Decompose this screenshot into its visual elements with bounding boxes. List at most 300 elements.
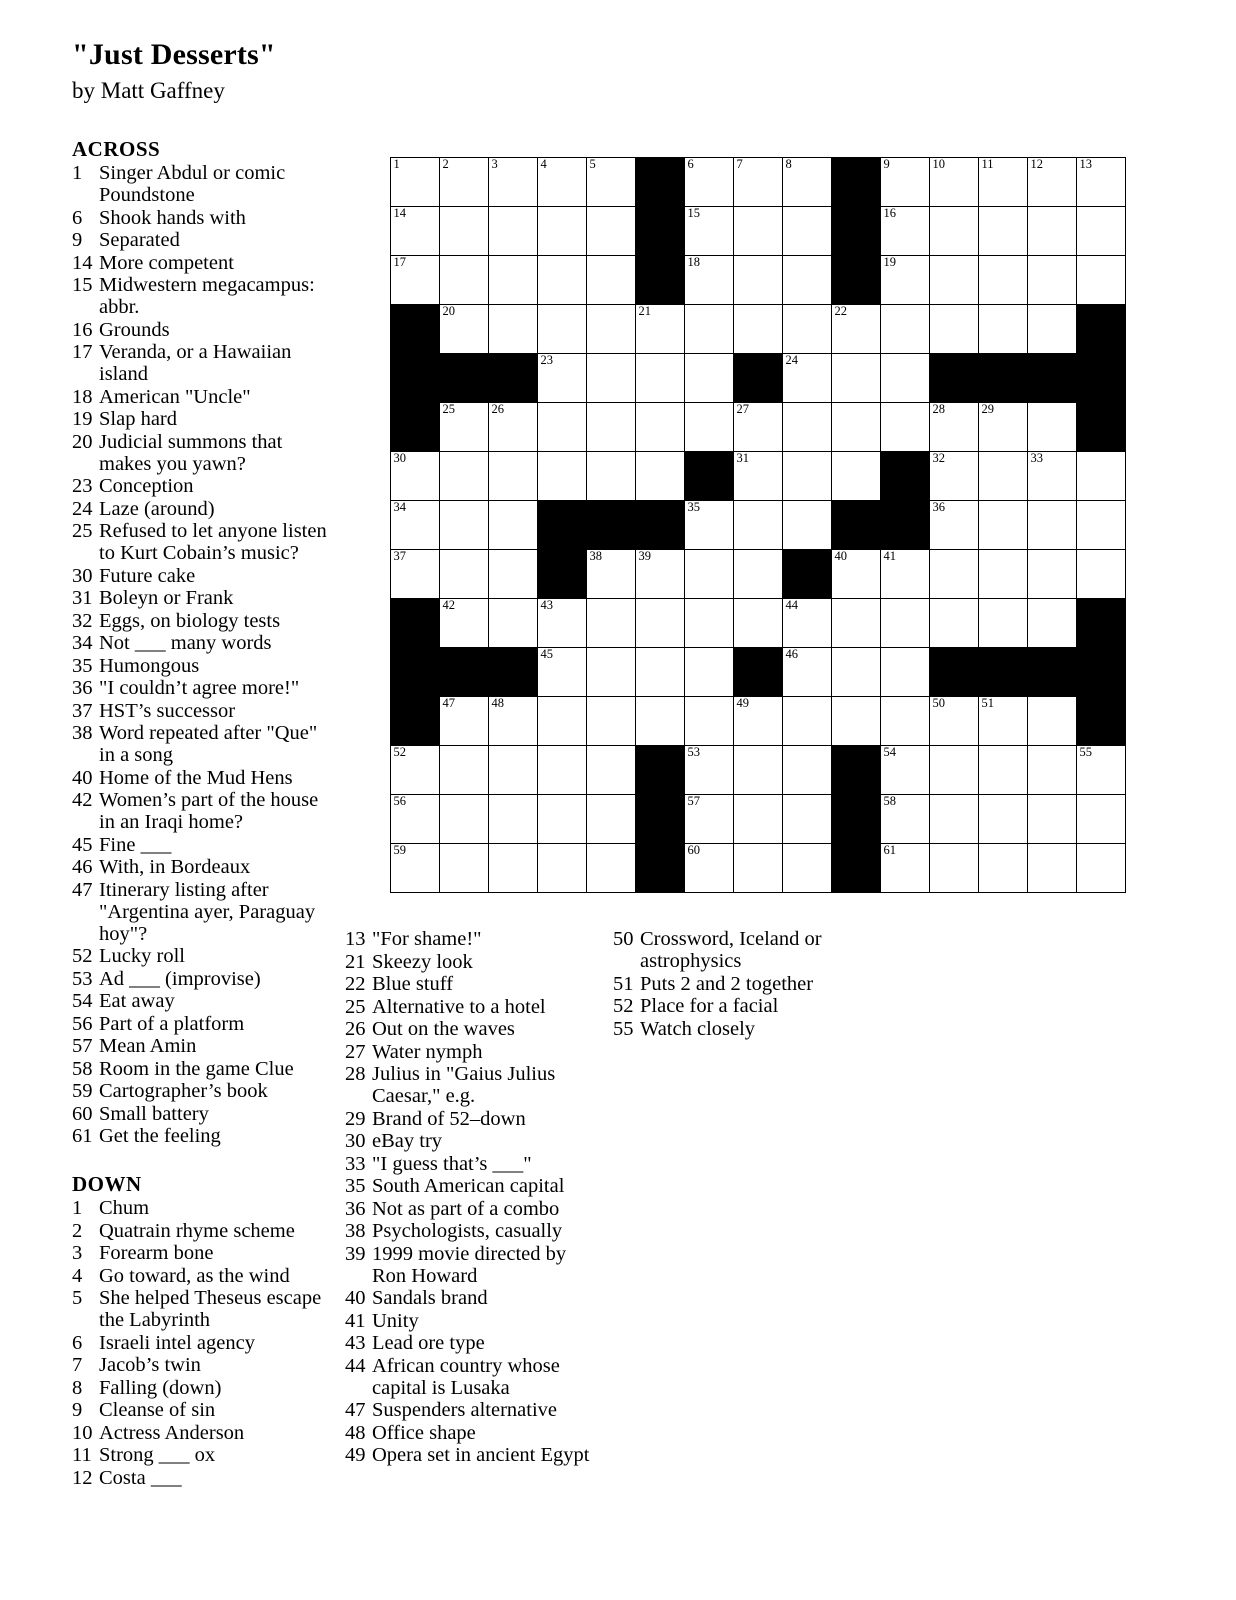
grid-cell[interactable] bbox=[979, 599, 1028, 648]
clue-item bbox=[345, 1063, 595, 1107]
clue-item bbox=[72, 1220, 327, 1242]
grid-block-cell bbox=[930, 354, 979, 403]
grid-cell[interactable] bbox=[979, 844, 1028, 893]
grid-cell[interactable] bbox=[1077, 746, 1126, 795]
grid-cell[interactable] bbox=[685, 648, 734, 697]
grid-row bbox=[391, 550, 1126, 599]
grid-cell[interactable] bbox=[391, 550, 440, 599]
grid-cell[interactable] bbox=[1028, 256, 1077, 305]
grid-cell[interactable] bbox=[685, 746, 734, 795]
grid-cell[interactable] bbox=[440, 403, 489, 452]
grid-cell[interactable] bbox=[881, 697, 930, 746]
grid-cell[interactable] bbox=[440, 207, 489, 256]
grid-cell[interactable] bbox=[587, 305, 636, 354]
grid-cell[interactable] bbox=[930, 795, 979, 844]
clue-text: Slap hard bbox=[99, 408, 177, 430]
clue-item bbox=[72, 1377, 327, 1399]
grid-cell-number: 24 bbox=[785, 353, 798, 367]
grid-cell[interactable] bbox=[587, 795, 636, 844]
grid-cell[interactable] bbox=[440, 844, 489, 893]
down-clue-list-part3 bbox=[613, 928, 863, 1040]
grid-cell[interactable] bbox=[587, 550, 636, 599]
clue-number: 60 bbox=[72, 1102, 93, 1125]
clue-number: 33 bbox=[345, 1152, 366, 1175]
grid-block-cell bbox=[979, 648, 1028, 697]
grid-cell[interactable] bbox=[979, 207, 1028, 256]
grid-cell[interactable] bbox=[881, 844, 930, 893]
grid-cell[interactable] bbox=[489, 403, 538, 452]
grid-cell[interactable] bbox=[587, 844, 636, 893]
grid-cell[interactable] bbox=[1077, 256, 1126, 305]
grid-cell-number: 9 bbox=[883, 157, 890, 171]
clue-item bbox=[72, 162, 327, 206]
grid-cell[interactable] bbox=[979, 158, 1028, 207]
grid-cell[interactable] bbox=[783, 599, 832, 648]
grid-cell[interactable] bbox=[881, 550, 930, 599]
grid-cell[interactable] bbox=[832, 354, 881, 403]
clue-item bbox=[72, 610, 327, 632]
grid-cell[interactable] bbox=[783, 354, 832, 403]
clue-item bbox=[345, 1332, 595, 1354]
clue-text: Jacob’s twin bbox=[99, 1354, 201, 1376]
grid-cell[interactable] bbox=[783, 452, 832, 501]
clue-item bbox=[345, 1130, 595, 1152]
clue-number: 28 bbox=[345, 1063, 366, 1085]
clue-text: Suspenders alternative bbox=[372, 1399, 558, 1421]
clue-text: Eggs, on biology tests bbox=[99, 609, 281, 632]
clue-item bbox=[72, 319, 327, 341]
grid-cell-number: 45 bbox=[540, 647, 553, 661]
grid-cell[interactable] bbox=[930, 697, 979, 746]
grid-cell[interactable] bbox=[391, 795, 440, 844]
grid-block-cell bbox=[881, 501, 930, 550]
grid-cell[interactable] bbox=[1028, 844, 1077, 893]
clue-text: Room in the game Clue bbox=[99, 1057, 294, 1080]
grid-cell[interactable] bbox=[391, 844, 440, 893]
clue-number: 31 bbox=[72, 587, 93, 609]
grid-cell-number: 29 bbox=[981, 402, 994, 416]
clue-text: South American capital bbox=[372, 1175, 565, 1197]
grid-cell[interactable] bbox=[538, 452, 587, 501]
grid-cell-number: 59 bbox=[393, 843, 406, 857]
grid-cell[interactable] bbox=[489, 452, 538, 501]
grid-cell[interactable] bbox=[440, 501, 489, 550]
grid-cell-number: 2 bbox=[442, 157, 449, 171]
clue-number: 34 bbox=[72, 632, 93, 654]
clue-number: 18 bbox=[72, 385, 93, 408]
grid-cell[interactable] bbox=[783, 746, 832, 795]
clue-number: 53 bbox=[72, 967, 93, 990]
grid-cell[interactable] bbox=[979, 795, 1028, 844]
grid-cell[interactable] bbox=[587, 746, 636, 795]
grid-cell[interactable] bbox=[538, 795, 587, 844]
grid-cell[interactable] bbox=[881, 207, 930, 256]
grid-cell-number: 36 bbox=[932, 500, 945, 514]
grid-cell[interactable] bbox=[489, 697, 538, 746]
grid-block-cell bbox=[440, 354, 489, 403]
clue-number: 51 bbox=[613, 972, 634, 995]
clue-item bbox=[345, 1355, 595, 1399]
clue-item bbox=[72, 856, 327, 878]
grid-cell[interactable] bbox=[489, 501, 538, 550]
grid-cell[interactable] bbox=[734, 599, 783, 648]
clue-item bbox=[72, 408, 327, 430]
grid-cell[interactable] bbox=[881, 648, 930, 697]
grid-cell[interactable] bbox=[930, 501, 979, 550]
grid-cell[interactable] bbox=[979, 746, 1028, 795]
clue-item bbox=[72, 207, 327, 229]
grid-cell[interactable] bbox=[1077, 795, 1126, 844]
grid-cell[interactable] bbox=[734, 501, 783, 550]
grid-cell[interactable] bbox=[587, 158, 636, 207]
grid-cell[interactable] bbox=[636, 452, 685, 501]
grid-cell[interactable] bbox=[489, 550, 538, 599]
grid-cell[interactable] bbox=[832, 305, 881, 354]
grid-cell[interactable] bbox=[1028, 599, 1077, 648]
grid-cell[interactable] bbox=[1028, 158, 1077, 207]
clue-text: Veranda, or a Hawaiian island bbox=[99, 341, 292, 385]
clue-item bbox=[345, 1310, 595, 1332]
grid-cell[interactable] bbox=[440, 158, 489, 207]
clue-number: 36 bbox=[72, 677, 93, 699]
grid-cell[interactable] bbox=[391, 158, 440, 207]
grid-cell[interactable] bbox=[685, 501, 734, 550]
grid-cell[interactable] bbox=[881, 158, 930, 207]
grid-cell[interactable] bbox=[538, 354, 587, 403]
grid-cell[interactable] bbox=[636, 305, 685, 354]
grid-cell[interactable] bbox=[489, 256, 538, 305]
grid-block-cell bbox=[636, 158, 685, 207]
grid-cell-number: 51 bbox=[981, 696, 994, 710]
clue-number: 35 bbox=[345, 1175, 366, 1197]
grid-cell-number: 61 bbox=[883, 843, 896, 857]
grid-cell[interactable] bbox=[979, 501, 1028, 550]
grid-cell[interactable] bbox=[930, 550, 979, 599]
grid-cell[interactable] bbox=[832, 550, 881, 599]
clue-number: 2 bbox=[72, 1219, 83, 1242]
grid-cell[interactable] bbox=[1077, 158, 1126, 207]
clue-number: 9 bbox=[72, 1399, 83, 1421]
clue-text: Separated bbox=[99, 229, 180, 251]
grid-cell[interactable] bbox=[636, 697, 685, 746]
grid-cell[interactable] bbox=[489, 844, 538, 893]
clue-item bbox=[72, 1467, 327, 1489]
grid-cell[interactable] bbox=[636, 403, 685, 452]
grid-cell[interactable] bbox=[636, 599, 685, 648]
clue-number: 27 bbox=[345, 1040, 366, 1063]
grid-cell[interactable] bbox=[734, 256, 783, 305]
grid-cell[interactable] bbox=[685, 158, 734, 207]
grid-cell[interactable] bbox=[538, 697, 587, 746]
clue-item bbox=[72, 789, 327, 833]
grid-block-cell bbox=[1077, 697, 1126, 746]
grid-cell[interactable] bbox=[391, 746, 440, 795]
clue-text: Eat away bbox=[99, 990, 175, 1012]
grid-cell[interactable] bbox=[489, 305, 538, 354]
grid-cell-number: 4 bbox=[540, 157, 547, 171]
grid-cell[interactable] bbox=[489, 746, 538, 795]
grid-cell[interactable] bbox=[538, 746, 587, 795]
grid-cell[interactable] bbox=[440, 550, 489, 599]
grid-cell[interactable] bbox=[1028, 697, 1077, 746]
grid-cell-number: 7 bbox=[736, 157, 743, 171]
grid-block-cell bbox=[832, 207, 881, 256]
grid-cell[interactable] bbox=[734, 403, 783, 452]
clue-number: 41 bbox=[345, 1309, 366, 1332]
clue-number: 30 bbox=[345, 1130, 366, 1152]
grid-cell[interactable] bbox=[832, 599, 881, 648]
clue-item bbox=[72, 1242, 327, 1264]
grid-cell[interactable] bbox=[930, 158, 979, 207]
grid-cell[interactable] bbox=[832, 697, 881, 746]
grid-cell[interactable] bbox=[881, 403, 930, 452]
grid-block-cell bbox=[1028, 648, 1077, 697]
grid-block-cell bbox=[832, 795, 881, 844]
clue-item bbox=[72, 1354, 327, 1376]
grid-cell[interactable] bbox=[979, 403, 1028, 452]
grid-block-cell bbox=[734, 354, 783, 403]
clue-item bbox=[345, 1399, 595, 1421]
grid-cell[interactable] bbox=[783, 207, 832, 256]
grid-cell[interactable] bbox=[783, 697, 832, 746]
grid-cell[interactable] bbox=[881, 354, 930, 403]
grid-cell[interactable] bbox=[538, 207, 587, 256]
grid-cell[interactable] bbox=[930, 746, 979, 795]
grid-cell-number: 33 bbox=[1030, 451, 1043, 465]
grid-cell[interactable] bbox=[636, 354, 685, 403]
grid-cell[interactable] bbox=[538, 305, 587, 354]
grid-cell[interactable] bbox=[587, 354, 636, 403]
grid-cell[interactable] bbox=[1028, 403, 1077, 452]
grid-cell[interactable] bbox=[930, 305, 979, 354]
grid-block-cell bbox=[391, 403, 440, 452]
grid-cell[interactable] bbox=[1077, 550, 1126, 599]
grid-cell[interactable] bbox=[979, 550, 1028, 599]
grid-cell[interactable] bbox=[489, 599, 538, 648]
grid-block-cell bbox=[734, 648, 783, 697]
grid-cell[interactable] bbox=[783, 844, 832, 893]
grid-cell[interactable] bbox=[783, 648, 832, 697]
grid-cell[interactable] bbox=[587, 256, 636, 305]
grid-cell[interactable] bbox=[440, 256, 489, 305]
grid-block-cell bbox=[832, 256, 881, 305]
clue-number: 6 bbox=[72, 1331, 83, 1354]
grid-cell[interactable] bbox=[734, 795, 783, 844]
clue-number: 1 bbox=[72, 162, 83, 184]
grid-cell[interactable] bbox=[930, 256, 979, 305]
grid-block-cell bbox=[489, 648, 538, 697]
clue-number: 22 bbox=[345, 973, 366, 995]
grid-cell[interactable] bbox=[1028, 452, 1077, 501]
grid-cell[interactable] bbox=[538, 599, 587, 648]
clue-item bbox=[613, 928, 863, 972]
grid-cell[interactable] bbox=[685, 354, 734, 403]
grid-cell[interactable] bbox=[783, 256, 832, 305]
grid-cell[interactable] bbox=[440, 746, 489, 795]
grid-cell[interactable] bbox=[783, 158, 832, 207]
grid-cell[interactable] bbox=[489, 795, 538, 844]
grid-cell[interactable] bbox=[881, 599, 930, 648]
grid-cell[interactable] bbox=[538, 648, 587, 697]
grid-cell[interactable] bbox=[734, 207, 783, 256]
grid-cell[interactable] bbox=[685, 207, 734, 256]
grid-cell[interactable] bbox=[930, 403, 979, 452]
grid-cell[interactable] bbox=[881, 795, 930, 844]
grid-cell-number: 50 bbox=[932, 696, 945, 710]
grid-block-cell bbox=[538, 501, 587, 550]
grid-cell-number: 35 bbox=[687, 500, 700, 514]
clue-item bbox=[72, 1035, 327, 1057]
grid-cell[interactable] bbox=[391, 256, 440, 305]
grid-cell-number: 15 bbox=[687, 206, 700, 220]
grid-cell[interactable] bbox=[734, 452, 783, 501]
grid-cell[interactable] bbox=[979, 452, 1028, 501]
grid-cell[interactable] bbox=[734, 158, 783, 207]
grid-cell[interactable] bbox=[587, 648, 636, 697]
grid-cell[interactable] bbox=[1028, 501, 1077, 550]
clue-text: "I couldn’t agree more!" bbox=[99, 677, 300, 699]
grid-cell[interactable] bbox=[391, 452, 440, 501]
grid-cell[interactable] bbox=[1028, 795, 1077, 844]
grid-cell[interactable] bbox=[979, 256, 1028, 305]
grid-cell[interactable] bbox=[832, 403, 881, 452]
grid-cell[interactable] bbox=[587, 452, 636, 501]
grid-cell[interactable] bbox=[489, 207, 538, 256]
clue-text: Grounds bbox=[99, 318, 170, 341]
grid-cell[interactable] bbox=[440, 697, 489, 746]
grid-cell[interactable] bbox=[881, 305, 930, 354]
grid-row bbox=[391, 354, 1126, 403]
grid-cell[interactable] bbox=[636, 550, 685, 599]
grid-cell[interactable] bbox=[734, 305, 783, 354]
grid-cell[interactable] bbox=[783, 795, 832, 844]
grid-cell[interactable] bbox=[685, 844, 734, 893]
grid-cell[interactable] bbox=[538, 158, 587, 207]
clue-item bbox=[72, 677, 327, 699]
grid-cell[interactable] bbox=[587, 403, 636, 452]
grid-cell-number: 44 bbox=[785, 598, 798, 612]
grid-cell[interactable] bbox=[734, 844, 783, 893]
grid-cell[interactable] bbox=[587, 207, 636, 256]
grid-cell[interactable] bbox=[881, 746, 930, 795]
grid-cell[interactable] bbox=[783, 403, 832, 452]
clue-item bbox=[72, 252, 327, 274]
grid-cell[interactable] bbox=[1028, 207, 1077, 256]
grid-cell[interactable] bbox=[685, 305, 734, 354]
clue-text: Home of the Mud Hens bbox=[99, 766, 293, 789]
grid-cell[interactable] bbox=[832, 648, 881, 697]
clue-column-middle bbox=[345, 928, 595, 1467]
clue-item bbox=[345, 973, 595, 995]
clue-text: Itinerary listing after "Argentina ayer, Paraguay hoy"? bbox=[99, 878, 316, 945]
grid-cell[interactable] bbox=[734, 746, 783, 795]
grid-cell[interactable] bbox=[783, 501, 832, 550]
grid-cell[interactable] bbox=[685, 550, 734, 599]
clue-number: 4 bbox=[72, 1264, 83, 1287]
grid-cell[interactable] bbox=[1077, 844, 1126, 893]
grid-cell[interactable] bbox=[538, 403, 587, 452]
grid-cell-number: 55 bbox=[1079, 745, 1092, 759]
clue-number: 37 bbox=[72, 699, 93, 722]
clue-number: 24 bbox=[72, 497, 93, 520]
grid-cell[interactable] bbox=[930, 452, 979, 501]
grid-cell[interactable] bbox=[832, 452, 881, 501]
clue-item bbox=[72, 475, 327, 497]
clue-item bbox=[72, 722, 327, 766]
grid-cell[interactable] bbox=[979, 305, 1028, 354]
clue-number: 11 bbox=[72, 1444, 92, 1466]
grid-cell-number: 20 bbox=[442, 304, 455, 318]
clue-item bbox=[72, 655, 327, 677]
grid-cell[interactable] bbox=[685, 697, 734, 746]
grid-cell[interactable] bbox=[538, 256, 587, 305]
grid-cell[interactable] bbox=[440, 599, 489, 648]
grid-cell[interactable] bbox=[685, 256, 734, 305]
grid-cell-number: 30 bbox=[393, 451, 406, 465]
clue-text: Get the feeling bbox=[99, 1125, 221, 1147]
clue-text: Out on the waves bbox=[372, 1018, 515, 1040]
grid-cell[interactable] bbox=[1077, 501, 1126, 550]
grid-cell[interactable] bbox=[391, 207, 440, 256]
grid-cell[interactable] bbox=[930, 844, 979, 893]
clue-item bbox=[72, 386, 327, 408]
grid-block-cell bbox=[832, 501, 881, 550]
clue-text: Psychologists, casually bbox=[372, 1220, 563, 1242]
grid-cell[interactable] bbox=[783, 305, 832, 354]
grid-cell[interactable] bbox=[489, 158, 538, 207]
grid-cell-number: 57 bbox=[687, 794, 700, 808]
grid-cell[interactable] bbox=[1077, 207, 1126, 256]
grid-cell[interactable] bbox=[685, 795, 734, 844]
grid-cell[interactable] bbox=[685, 599, 734, 648]
grid-cell[interactable] bbox=[538, 844, 587, 893]
grid-cell[interactable] bbox=[930, 207, 979, 256]
clue-number: 13 bbox=[345, 928, 366, 950]
grid-cell[interactable] bbox=[587, 599, 636, 648]
clue-number: 17 bbox=[72, 341, 93, 363]
grid-cell[interactable] bbox=[685, 403, 734, 452]
clue-text: Forearm bone bbox=[99, 1242, 214, 1264]
grid-row bbox=[391, 844, 1126, 893]
grid-cell[interactable] bbox=[391, 501, 440, 550]
grid-cell[interactable] bbox=[1028, 305, 1077, 354]
clue-number: 1 bbox=[72, 1197, 83, 1219]
grid-cell[interactable] bbox=[440, 452, 489, 501]
grid-cell-number: 58 bbox=[883, 794, 896, 808]
clue-number: 43 bbox=[345, 1332, 366, 1354]
grid-cell[interactable] bbox=[636, 648, 685, 697]
crossword-grid[interactable] bbox=[390, 157, 1126, 893]
grid-cell[interactable] bbox=[734, 697, 783, 746]
grid-cell[interactable] bbox=[1028, 550, 1077, 599]
clue-number: 36 bbox=[345, 1197, 366, 1220]
grid-cell[interactable] bbox=[587, 697, 636, 746]
clue-text: Lead ore type bbox=[372, 1332, 485, 1354]
clue-item bbox=[345, 1444, 595, 1466]
grid-cell[interactable] bbox=[979, 697, 1028, 746]
clue-text: 1999 movie directed by Ron Howard bbox=[372, 1242, 567, 1287]
grid-block-cell bbox=[1077, 403, 1126, 452]
grid-cell[interactable] bbox=[930, 599, 979, 648]
grid-cell[interactable] bbox=[1028, 746, 1077, 795]
grid-cell[interactable] bbox=[440, 795, 489, 844]
clue-number: 25 bbox=[72, 520, 93, 542]
clue-text: Julius in "Gaius Julius Caesar," e.g. bbox=[372, 1063, 556, 1107]
grid-cell[interactable] bbox=[1077, 452, 1126, 501]
grid-cell[interactable] bbox=[734, 550, 783, 599]
grid-cell[interactable] bbox=[881, 256, 930, 305]
grid-cell[interactable] bbox=[440, 305, 489, 354]
